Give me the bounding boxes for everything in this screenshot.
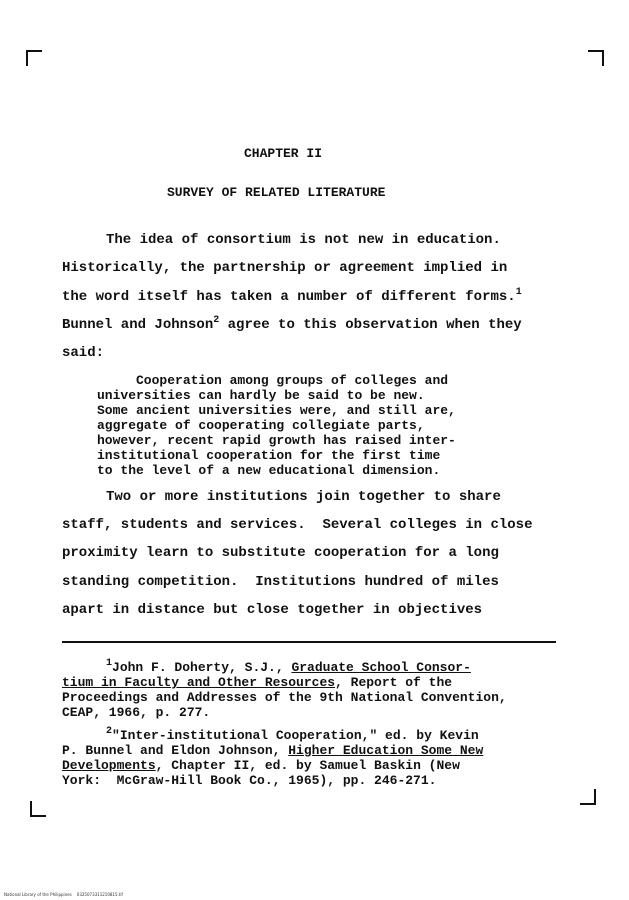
chapter-heading: CHAPTER II xyxy=(244,146,323,161)
paragraph-2-line-1: Two or more institutions join together to share xyxy=(106,489,501,505)
footnote-1-line-1: $^1$John F. Doherty, S.J., Graduate School Consor- xyxy=(106,658,471,675)
paragraph-2-line-3: proximity learn to substitute cooperation for a long xyxy=(62,545,499,561)
paragraph-2-line-4: standing competition. Institutions hundred of miles xyxy=(62,574,499,590)
crop-mark-top-right xyxy=(588,50,604,66)
paragraph-1-line-5: said: xyxy=(62,345,105,361)
crop-mark-bottom-left xyxy=(30,801,46,817)
footnote-ref-1: 1 xyxy=(515,287,522,298)
footnote-1-line-2: tium in Faculty and Other Resources, Report of the xyxy=(62,675,453,690)
paragraph-1-line-3: the word itself has taken a number of different forms.$^1$ xyxy=(62,287,522,305)
footnote-ref-2: 2 xyxy=(213,315,220,326)
block-quote-line: institutional cooperation for the first time xyxy=(97,448,441,463)
crop-mark-bottom-right xyxy=(580,789,596,805)
block-quote-line: aggregate of cooperating collegiate parts, xyxy=(97,418,425,433)
block-quote-line: universities can hardly be said to be new. xyxy=(97,388,425,403)
paragraph-1-line-2: Historically, the partnership or agreement implied in xyxy=(62,260,508,276)
footnote-2-line-3: Developments, Chapter II, ed. by Samuel Baskin (New xyxy=(62,758,460,773)
block-quote-line: Some ancient universities were, and still are, xyxy=(97,403,456,418)
paragraph-1-line-4: Bunnel and Johnson$^2$ agree to this observation when they xyxy=(62,315,522,333)
footnote-1-line-4: CEAP, 1966, p. 277. xyxy=(62,705,211,720)
paragraph-2-line-2: staff, students and services. Several colleges in close xyxy=(62,517,533,533)
footnote-2-line-2: P. Bunnel and Eldon Johnson, Higher Education Some New xyxy=(62,743,484,758)
paragraph-1-line-1: The idea of consortium is not new in education. xyxy=(106,232,501,248)
block-quote-line: to the level of a new educational dimension. xyxy=(97,463,441,478)
crop-mark-top-left xyxy=(26,50,42,66)
block-quote-line: however, recent rapid growth has raised inter- xyxy=(97,433,456,448)
footnote-2-line-4: York: McGraw-Hill Book Co., 1965), pp. 246-271. xyxy=(62,773,437,788)
footnote-1-line-3: Proceedings and Addresses of the 9th National Convention, xyxy=(62,690,507,705)
paragraph-2-line-5: apart in distance but close together in objectives xyxy=(62,602,483,618)
footnote-separator xyxy=(62,641,556,643)
block-quote-line: Cooperation among groups of colleges and xyxy=(97,373,449,388)
chapter-title: SURVEY OF RELATED LITERATURE xyxy=(167,185,386,200)
footnote-2-line-1: $^2$"Inter-institutional Cooperation," ed. by Kevin xyxy=(106,726,479,743)
scan-footer: National Library of the Philippines 0325073311210815.tif xyxy=(4,892,123,897)
